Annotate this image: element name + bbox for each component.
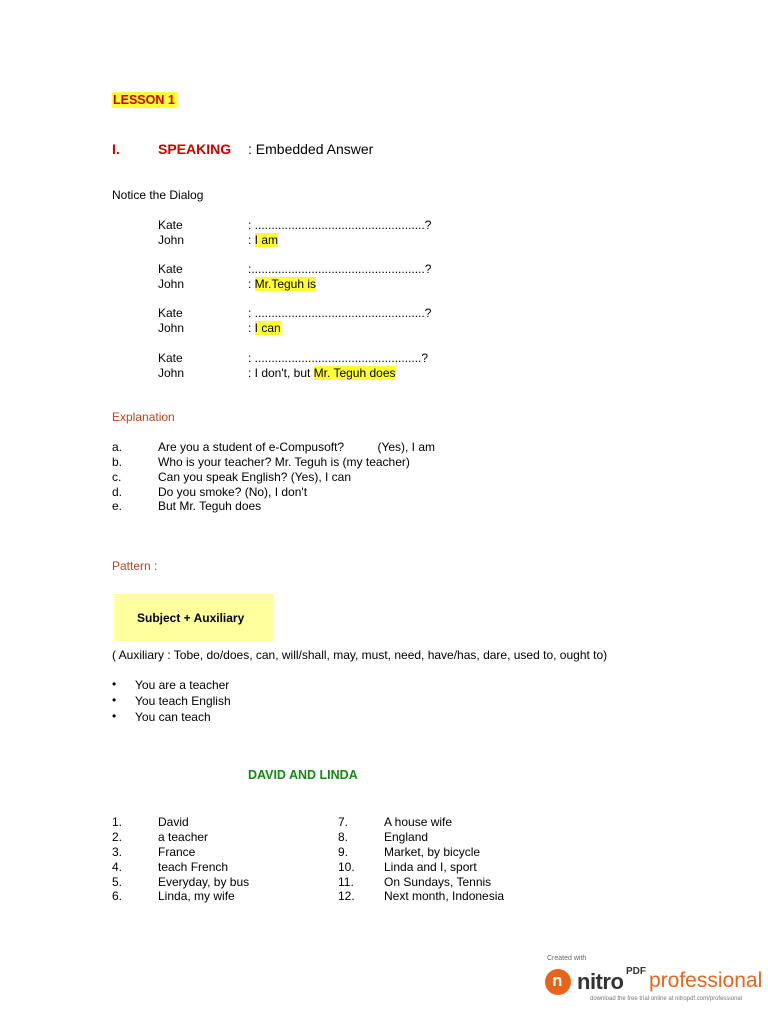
bullet-item: You are a teacher [135,678,230,692]
section-number: I. [112,141,120,157]
logo-created-label: Created with [547,955,587,962]
story-title: DAVID AND LINDA [248,768,358,782]
list-letter: c. [112,470,122,484]
item-number: 5. [112,875,123,889]
item-number: 2. [112,830,123,844]
dialog-line [248,321,281,335]
highlighted-answer: Mr.Teguh is [254,277,317,291]
logo-nitro-text: nitro [577,969,624,994]
item-text: teach French [158,860,229,874]
item-text: Everyday, by bus [158,875,250,889]
logo-tagline: download the free trial online at nitropdf.com/professional [590,996,743,1002]
bullet-item: You can teach [135,710,211,724]
list-item: Can you speak English? (Yes), I can [158,470,352,484]
dialog-line [248,233,278,247]
nitro-mark-icon: n [545,969,571,995]
section-title: SPEAKING [158,141,232,157]
item-number: 1. [112,815,123,829]
dialog-line: : ...................................................? [248,306,432,320]
dialog-speaker: John [158,321,185,335]
item-number: 7. [338,815,349,829]
dialog-speaker: Kate [158,218,183,232]
item-number: 10. [338,860,355,874]
highlighted-answer: I am [254,233,279,247]
list-letter: e. [112,499,123,513]
dialog-speaker: John [158,366,185,380]
list-letter: b. [112,455,123,469]
item-text: On Sundays, Tennis [384,875,492,889]
item-number: 3. [112,845,123,859]
nitro-logo [545,955,765,1005]
section-subtitle: : Embedded Answer [248,141,374,157]
pattern-heading: Pattern : [112,559,158,573]
dialog-speaker: John [158,233,185,247]
logo-professional-text: professional [649,969,763,992]
item-number: 12. [338,889,355,903]
item-text: Linda and I, sport [384,860,477,874]
dialog-speaker: John [158,277,185,291]
dialog-speaker: Kate [158,351,183,365]
item-text: Next month, Indonesia [384,889,505,903]
highlighted-answer: I can [254,321,281,335]
bullet-dot: • [112,677,117,691]
auxiliary-note: ( Auxiliary : Tobe, do/does, can, will/shall, may, must, need, have/has, dare, used to, ought to) [112,648,608,662]
item-number: 4. [112,860,123,874]
pattern-box: Subject + Auxiliary [114,594,273,641]
explanation-heading: Explanation [112,410,175,424]
dialog-line: : ...................................................? [248,218,432,232]
dialog-speaker: Kate [158,262,183,276]
dialog-prefix: : [248,321,255,335]
list-item: Who is your teacher? Mr. Teguh is (my teacher) [158,455,410,469]
logo-pdf-text: PDF [626,966,646,977]
item-text: David [158,815,189,829]
dialog-line [248,277,316,291]
dialog-speaker: Kate [158,306,183,320]
list-letter: d. [112,485,123,499]
dialog-line [248,366,396,380]
dialog-line: :....................................................? [248,262,432,276]
item-number: 11. [338,875,354,889]
notice-heading: Notice the Dialog [112,188,204,202]
item-text: France [158,845,196,859]
list-item: But Mr. Teguh does [158,499,262,513]
bullet-dot: • [112,693,117,707]
dialog-prefix: : [248,277,255,291]
list-letter: a. [112,440,123,454]
dialog-prefix: : [248,233,255,247]
dialog-line: : ..................................................? [248,351,429,365]
highlighted-answer: Mr. Teguh does [313,366,396,380]
dialog-prefix: : I don't, but [248,366,314,380]
item-number: 9. [338,845,349,859]
item-number: 8. [338,830,349,844]
bullet-dot: • [112,709,117,723]
item-text: Linda, my wife [158,889,235,903]
item-text: A house wife [384,815,453,829]
list-item: Do you smoke? (No), I don't [158,485,308,499]
item-text: Market, by bicycle [384,845,481,859]
item-text: a teacher [158,830,209,844]
bullet-item: You teach English [135,694,231,708]
item-number: 6. [112,889,123,903]
list-item: Are you a student of e-Compusoft? (Yes), I am [158,440,436,454]
lesson-title: LESSON 1 [113,93,175,107]
item-text: England [384,830,429,844]
